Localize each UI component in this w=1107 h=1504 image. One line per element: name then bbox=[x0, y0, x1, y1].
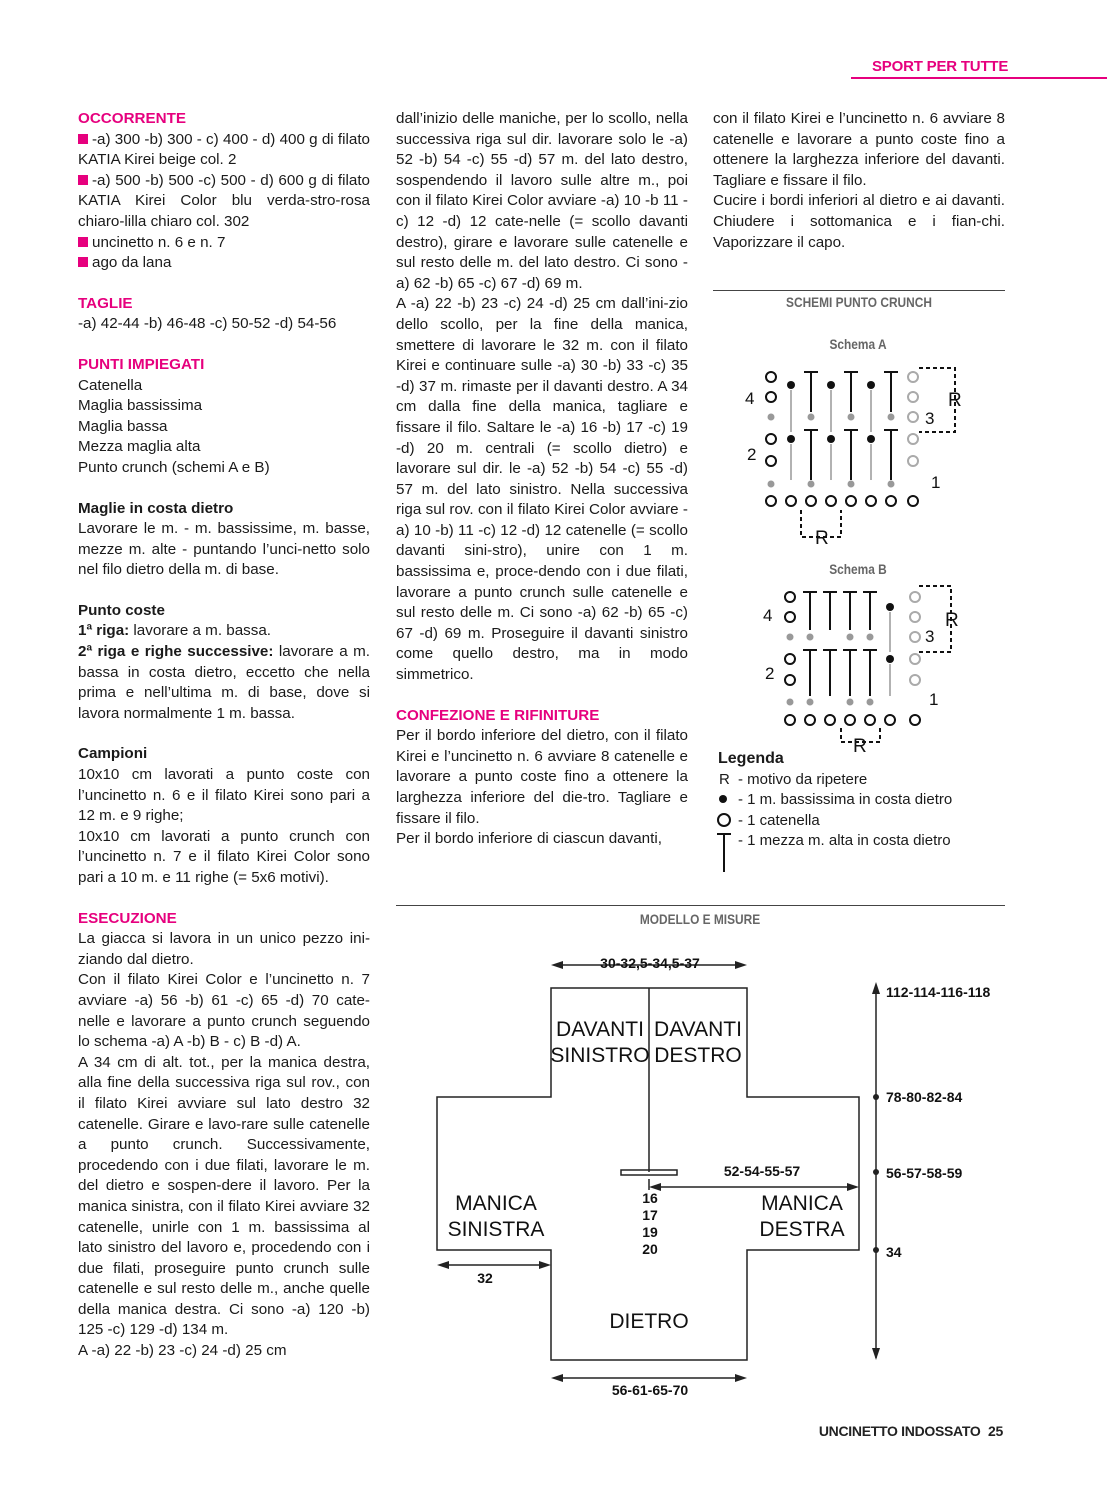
legenda-title: Legenda bbox=[718, 750, 784, 767]
row-label: 2 bbox=[765, 664, 775, 683]
column-3 bbox=[713, 109, 1005, 253]
coste-row-1: 1ª riga: lavorare a m. bassa. bbox=[78, 622, 272, 640]
label-manica-destra: DESTRA bbox=[759, 1218, 845, 1241]
dim-neck: 17 bbox=[642, 1207, 658, 1223]
schema-a-title: Schema A bbox=[829, 336, 887, 352]
schema-b-diagram bbox=[755, 582, 975, 752]
occorrente-item: ago da lana bbox=[78, 253, 370, 274]
repeat-label: R bbox=[945, 610, 959, 631]
label-davanti-destro: DAVANTI bbox=[654, 1018, 742, 1041]
campioni-text: 10x10 cm lavorati a punto crunch con l’uncinetto n. 7 e il filato Kirei Color sono pari a 10 m. e 11 righe (= 5x6 motivi). bbox=[78, 827, 370, 886]
esecuzione-text: A -a) 22 -b) 23 -c) 24 -d) 25 cm bbox=[78, 1342, 287, 1360]
dim-sleeve: 32 bbox=[477, 1270, 493, 1286]
dim-height: 112-114-116-118 bbox=[886, 984, 991, 1000]
campioni-text: 10x10 cm lavorati a punto coste con l’uncinetto n. 6 e il filato Kirei sono pari a 12 m. e 9 righe; bbox=[78, 766, 370, 825]
coste-row-2: 2ª riga e righe successive: lavorare a m. bassa in costa dietro, eccetto che nella prima e nell’ultima m. di base, dove si lavora normalmente 1 m. bassa. bbox=[78, 643, 370, 722]
bullet-icon bbox=[78, 175, 88, 185]
legenda-item: - motivo da ripetere bbox=[738, 771, 868, 788]
costa-title: Maglie in costa dietro bbox=[78, 499, 234, 517]
schematic-diagram bbox=[420, 940, 1020, 1410]
page-footer bbox=[819, 1423, 1003, 1439]
row-label: 4 bbox=[763, 606, 773, 625]
label-davanti-sinistro: SINISTRO bbox=[550, 1044, 650, 1067]
modello-rule bbox=[396, 905, 1005, 906]
costa-text: Lavorare le m. - m. bassissime, m. basse, mezze m. alte - puntando l’unci-netto solo nel filo dietro della m. di base. bbox=[78, 520, 370, 579]
body-text: A -a) 22 -b) 23 -c) 24 -d) 25 cm dall’ini-zio dello scollo, per la fine della manica, smettere di lavorare le 32 m. con il filato Kirei e continuare sulle -a) 30 -b) 33 -c) 35 -d) 37 m. rimaste per il davanti destro. A 34 cm dalla fine della manica, tagliare e fissare il filo. Saltare le -a) 16 -b) 17 -c) 19 -d) 20 m. centrali (= scollo dietro) e lavorare sul dir. le -a) 52 -b) 54 -c) 55 -d) 57 m. del lato sinistro. Nella successiva riga sul rov. con il filato Kirei Color avviare -a) 10 -b) 11 -c) 12 -d) 12 catenelle (= scollo davanti sini-stro), unire con 1 m. bassissima e, proce-dendo con i due filati, lavorare a punto crunch sulle catenelle e sul resto delle m. Ci sono -a) 62 -b) 65 -c) 67 -d) 69 m. Proseguire il davanti sinistro come quello destro, ma in modo simmetrico. bbox=[396, 295, 688, 684]
body-text: Per il bordo inferiore di ciascun davanti, bbox=[396, 830, 662, 848]
schemi-rule bbox=[713, 290, 1005, 291]
label-dietro: DIETRO bbox=[609, 1310, 689, 1333]
dim-neck: 20 bbox=[642, 1241, 658, 1257]
dim-height: 56-57-58-59 bbox=[886, 1165, 963, 1181]
header-rule bbox=[851, 77, 1107, 79]
legenda-r-symbol: R bbox=[719, 771, 730, 788]
coste-title: Punto coste bbox=[78, 601, 165, 619]
column-2 bbox=[396, 109, 688, 850]
occorrente-item: uncinetto n. 6 e n. 7 bbox=[78, 233, 370, 254]
repeat-label: R bbox=[815, 528, 829, 549]
section-tag: SPORT PER TUTTE bbox=[872, 58, 1009, 75]
bullet-icon bbox=[78, 134, 88, 144]
punti-item: Mezza maglia alta bbox=[78, 438, 201, 456]
dim-height: 34 bbox=[886, 1244, 902, 1260]
row-label: 3 bbox=[925, 627, 935, 646]
punti-item: Punto crunch (schemi A e B) bbox=[78, 458, 270, 476]
body-text: dall’inizio delle maniche, per lo scollo, nella successiva riga sul dir. lavorare solo le -a) 52 -b) 54 -c) 55 -d) 57 m. del lato destro, sospendendo il lavoro sulle altre m., poi con il filato Kirei Color avviare -a) 10 -b 11 -c) 12 -d) 12 cate-nelle (= scollo davanti destro), girare e lavorare sulle catenelle e sul resto delle m. del lato destro. Ci sono -a) 62 -b) 65 -c) 67 -d) 69 m. bbox=[396, 110, 688, 292]
taglie-text: -a) 42-44 -b) 46-48 -c) 50-52 -d) 54-56 bbox=[78, 315, 337, 333]
repeat-label: R bbox=[948, 390, 962, 411]
taglie-title: TAGLIE bbox=[78, 294, 133, 312]
punti-item: Catenella bbox=[78, 376, 143, 394]
chain-stitch-icon bbox=[716, 812, 732, 828]
confezione-title: CONFEZIONE E RIFINITURE bbox=[396, 706, 600, 724]
bullet-icon bbox=[78, 257, 88, 267]
occorrente-item: -a) 500 -b) 500 -c) 500 - d) 600 g di filato KATIA Kirei Color blu verda-stro-rosa chiaro-lilla chiaro col. 302 bbox=[78, 171, 370, 230]
legenda-item: - 1 m. bassissima in costa dietro bbox=[738, 791, 953, 808]
body-text: Cucire i bordi inferiori al dietro e ai davanti. Chiudere i sottomanica e i fian-chi. Vaporizzare il capo. bbox=[713, 192, 1005, 251]
punti-item: Maglia bassissima bbox=[78, 397, 203, 415]
row-label: 4 bbox=[745, 389, 755, 408]
dim-neck: 19 bbox=[642, 1224, 658, 1240]
esecuzione-title: ESECUZIONE bbox=[78, 909, 177, 927]
dim-half-width: 52-54-55-57 bbox=[723, 1163, 801, 1179]
campioni-title: Campioni bbox=[78, 745, 148, 763]
dim-height: 78-80-82-84 bbox=[886, 1089, 963, 1105]
occorrente-item: -a) 300 -b) 300 - c) 400 - d) 400 g di filato KATIA Kirei beige col. 2 bbox=[78, 130, 370, 169]
dim-bottom: 56-61-65-70 bbox=[611, 1382, 689, 1398]
row-label: 3 bbox=[925, 409, 935, 428]
page-number: 25 bbox=[988, 1423, 1003, 1439]
esecuzione-text: La giacca si lavora in un unico pezzo ini-ziando dal dietro. bbox=[78, 930, 370, 968]
slip-stitch-icon bbox=[717, 793, 729, 805]
modello-title: MODELLO E MISURE bbox=[639, 911, 761, 927]
label-manica-sinistra: MANICA bbox=[455, 1192, 537, 1215]
label-davanti-sinistro: DAVANTI bbox=[556, 1018, 644, 1041]
row-label: 2 bbox=[747, 445, 757, 464]
dim-top: 30-32,5-34,5-37 bbox=[600, 955, 700, 971]
bullet-icon bbox=[78, 237, 88, 247]
magazine-name: UNCINETTO INDOSSATO bbox=[818, 1423, 981, 1439]
esecuzione-text: A 34 cm di alt. tot., per la manica destra, alla fine della successiva riga sul rov., con il filato Kirei avviare sul lato destro 32 catenelle. Girare e lavo-rare sulle catenelle a punto crunch. Successivamente, procedendo con i due filati, lavorare le m. del dietro e sospen-dere il lavoro. Per la manica sinistra, con il filato Kirei avviare 32 catenelle, unirle con 1 m. bassissima al lato sinistro del lavoro e, procedendo con i due filati, proseguire punto crunch sulle catenelle e sul resto delle m., anche quelle della manica destra. Ci sono -a) 120 -b) 125 -c) 129 -d) 134 m. bbox=[78, 1053, 370, 1339]
column-1 bbox=[78, 109, 370, 1362]
body-text: con il filato Kirei e l’uncinetto n. 6 avviare 8 catenelle e lavorare a punto coste fino a ottenere la larghezza inferiore del davanti. Tagliare e fissare il filo. bbox=[713, 110, 1005, 189]
label-manica-destra: MANICA bbox=[761, 1192, 843, 1215]
occorrente-title: OCCORRENTE bbox=[78, 110, 187, 127]
half-double-crochet-icon bbox=[716, 832, 732, 874]
punti-item: Maglia bassa bbox=[78, 417, 168, 435]
repeat-label: R bbox=[853, 736, 867, 752]
legenda-item: - 1 mezza m. alta in costa dietro bbox=[738, 832, 951, 849]
row-label: 1 bbox=[931, 473, 941, 492]
row-label: 1 bbox=[929, 690, 939, 709]
label-davanti-destro: DESTRO bbox=[654, 1044, 742, 1067]
schema-b-title: Schema B bbox=[829, 561, 887, 577]
schema-a-diagram bbox=[735, 360, 975, 550]
dim-neck: 16 bbox=[642, 1190, 658, 1206]
schemi-title: SCHEMI PUNTO CRUNCH bbox=[786, 294, 932, 310]
body-text: Per il bordo inferiore del dietro, con il filato Kirei e l’uncinetto n. 6 avviare 8 catenelle e lavorare a punto coste fino a ottenere la larghezza inferiore del die-tro. Tagliare e fissare il filo. bbox=[396, 727, 688, 827]
legenda-item: - 1 catenella bbox=[738, 812, 820, 829]
esecuzione-text: Con il filato Kirei Color e l’uncinetto n. 7 avviare -a) 56 -b) 61 -c) 65 -d) 70 cate-nelle e lavorare a punto crunch seguendo lo schema -a) A -b) B - c) B -d) A. bbox=[78, 971, 370, 1051]
label-manica-sinistra: SINISTRA bbox=[447, 1218, 545, 1241]
punti-title: PUNTI IMPIEGATI bbox=[78, 355, 205, 373]
